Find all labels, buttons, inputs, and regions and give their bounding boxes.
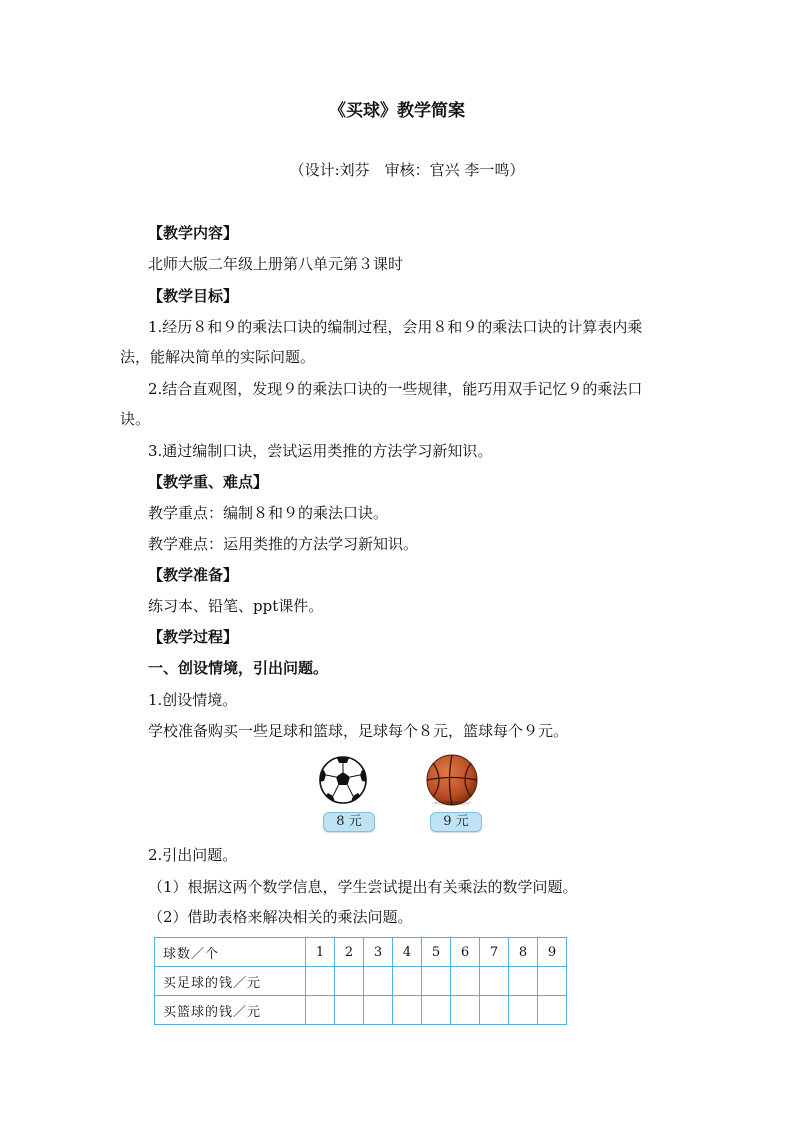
byline: （设计:刘芬 审核：官兴 李一鸣） xyxy=(289,161,525,179)
keypoints-heading: 【教学重、难点】 xyxy=(148,473,269,491)
table-cell xyxy=(451,967,480,996)
content-heading: 【教学内容】 xyxy=(148,224,239,242)
table-column-header: 6 xyxy=(451,938,480,967)
table-column-header: 4 xyxy=(393,938,422,967)
table-column-header: 1 xyxy=(306,938,335,967)
table-cell xyxy=(480,967,509,996)
table-cell xyxy=(509,996,538,1025)
table-row-label: 买足球的钱／元 xyxy=(155,967,306,996)
key-point: 教学重点：编制８和９的乘法口诀。 xyxy=(148,504,389,522)
step-1-sub-2: 2.引出问题。 xyxy=(148,846,238,864)
table-column-header: 5 xyxy=(422,938,451,967)
soccer-ball-icon xyxy=(318,755,368,805)
price-table xyxy=(154,937,567,1025)
table-column-header: 7 xyxy=(480,938,509,967)
table-cell xyxy=(480,996,509,1025)
table-row xyxy=(155,996,567,1025)
basketball-icon xyxy=(425,753,479,807)
step-1-question-2: （2）借助表格来解决相关的乘法问题。 xyxy=(148,908,413,926)
table-row-label: 买篮球的钱／元 xyxy=(155,996,306,1025)
table-header-label: 球数／个 xyxy=(155,938,306,967)
process-heading: 【教学过程】 xyxy=(148,628,239,646)
table-cell xyxy=(538,996,567,1025)
prep-text: 练习本、铅笔、ppt课件。 xyxy=(148,597,324,615)
content-text: 北师大版二年级上册第八单元第３课时 xyxy=(148,255,404,273)
goal-2-line-2: 诀。 xyxy=(120,410,151,428)
table-column-header: 9 xyxy=(538,938,567,967)
table-cell xyxy=(393,996,422,1025)
table-cell xyxy=(335,967,364,996)
table-cell xyxy=(306,967,335,996)
table-cell xyxy=(451,996,480,1025)
goal-2-line-1: 2.结合直观图，发现９的乘法口诀的一些规律，能巧用双手记忆９的乘法口 xyxy=(148,380,643,398)
page-title: 《买球》教学简案 xyxy=(329,101,465,121)
table-header-row xyxy=(155,938,567,967)
goal-1-line-1: 1.经历８和９的乘法口诀的编制过程，会用８和９的乘法口诀的计算表内乘 xyxy=(148,318,643,336)
basketball-price-tag: 9 元 xyxy=(430,812,482,832)
table-cell xyxy=(335,996,364,1025)
table-cell xyxy=(538,967,567,996)
difficulty: 教学难点：运用类推的方法学习新知识。 xyxy=(148,535,419,553)
soccer-price-tag: 8 元 xyxy=(323,812,375,832)
step-1-heading: 一、创设情境，引出问题。 xyxy=(148,659,329,677)
step-1-scene: 学校准备购买一些足球和篮球，足球每个８元，篮球每个９元。 xyxy=(148,722,569,740)
table-cell xyxy=(364,996,393,1025)
step-1-question-1: （1）根据这两个数学信息，学生尝试提出有关乘法的数学问题。 xyxy=(148,878,578,896)
table-column-header: 3 xyxy=(364,938,393,967)
table-cell xyxy=(422,996,451,1025)
goal-3: 3.通过编制口诀，尝试运用类推的方法学习新知识。 xyxy=(148,442,493,460)
table-cell xyxy=(306,996,335,1025)
step-1-sub-1: 1.创设情境。 xyxy=(148,691,238,709)
table-row xyxy=(155,967,567,996)
table-column-header: 8 xyxy=(509,938,538,967)
table-cell xyxy=(509,967,538,996)
table-cell xyxy=(393,967,422,996)
table-column-header: 2 xyxy=(335,938,364,967)
table-cell xyxy=(364,967,393,996)
prep-heading: 【教学准备】 xyxy=(148,566,239,584)
goal-1-line-2: 法，能解决简单的实际问题。 xyxy=(120,348,316,366)
table-cell xyxy=(422,967,451,996)
goals-heading: 【教学目标】 xyxy=(148,287,239,305)
